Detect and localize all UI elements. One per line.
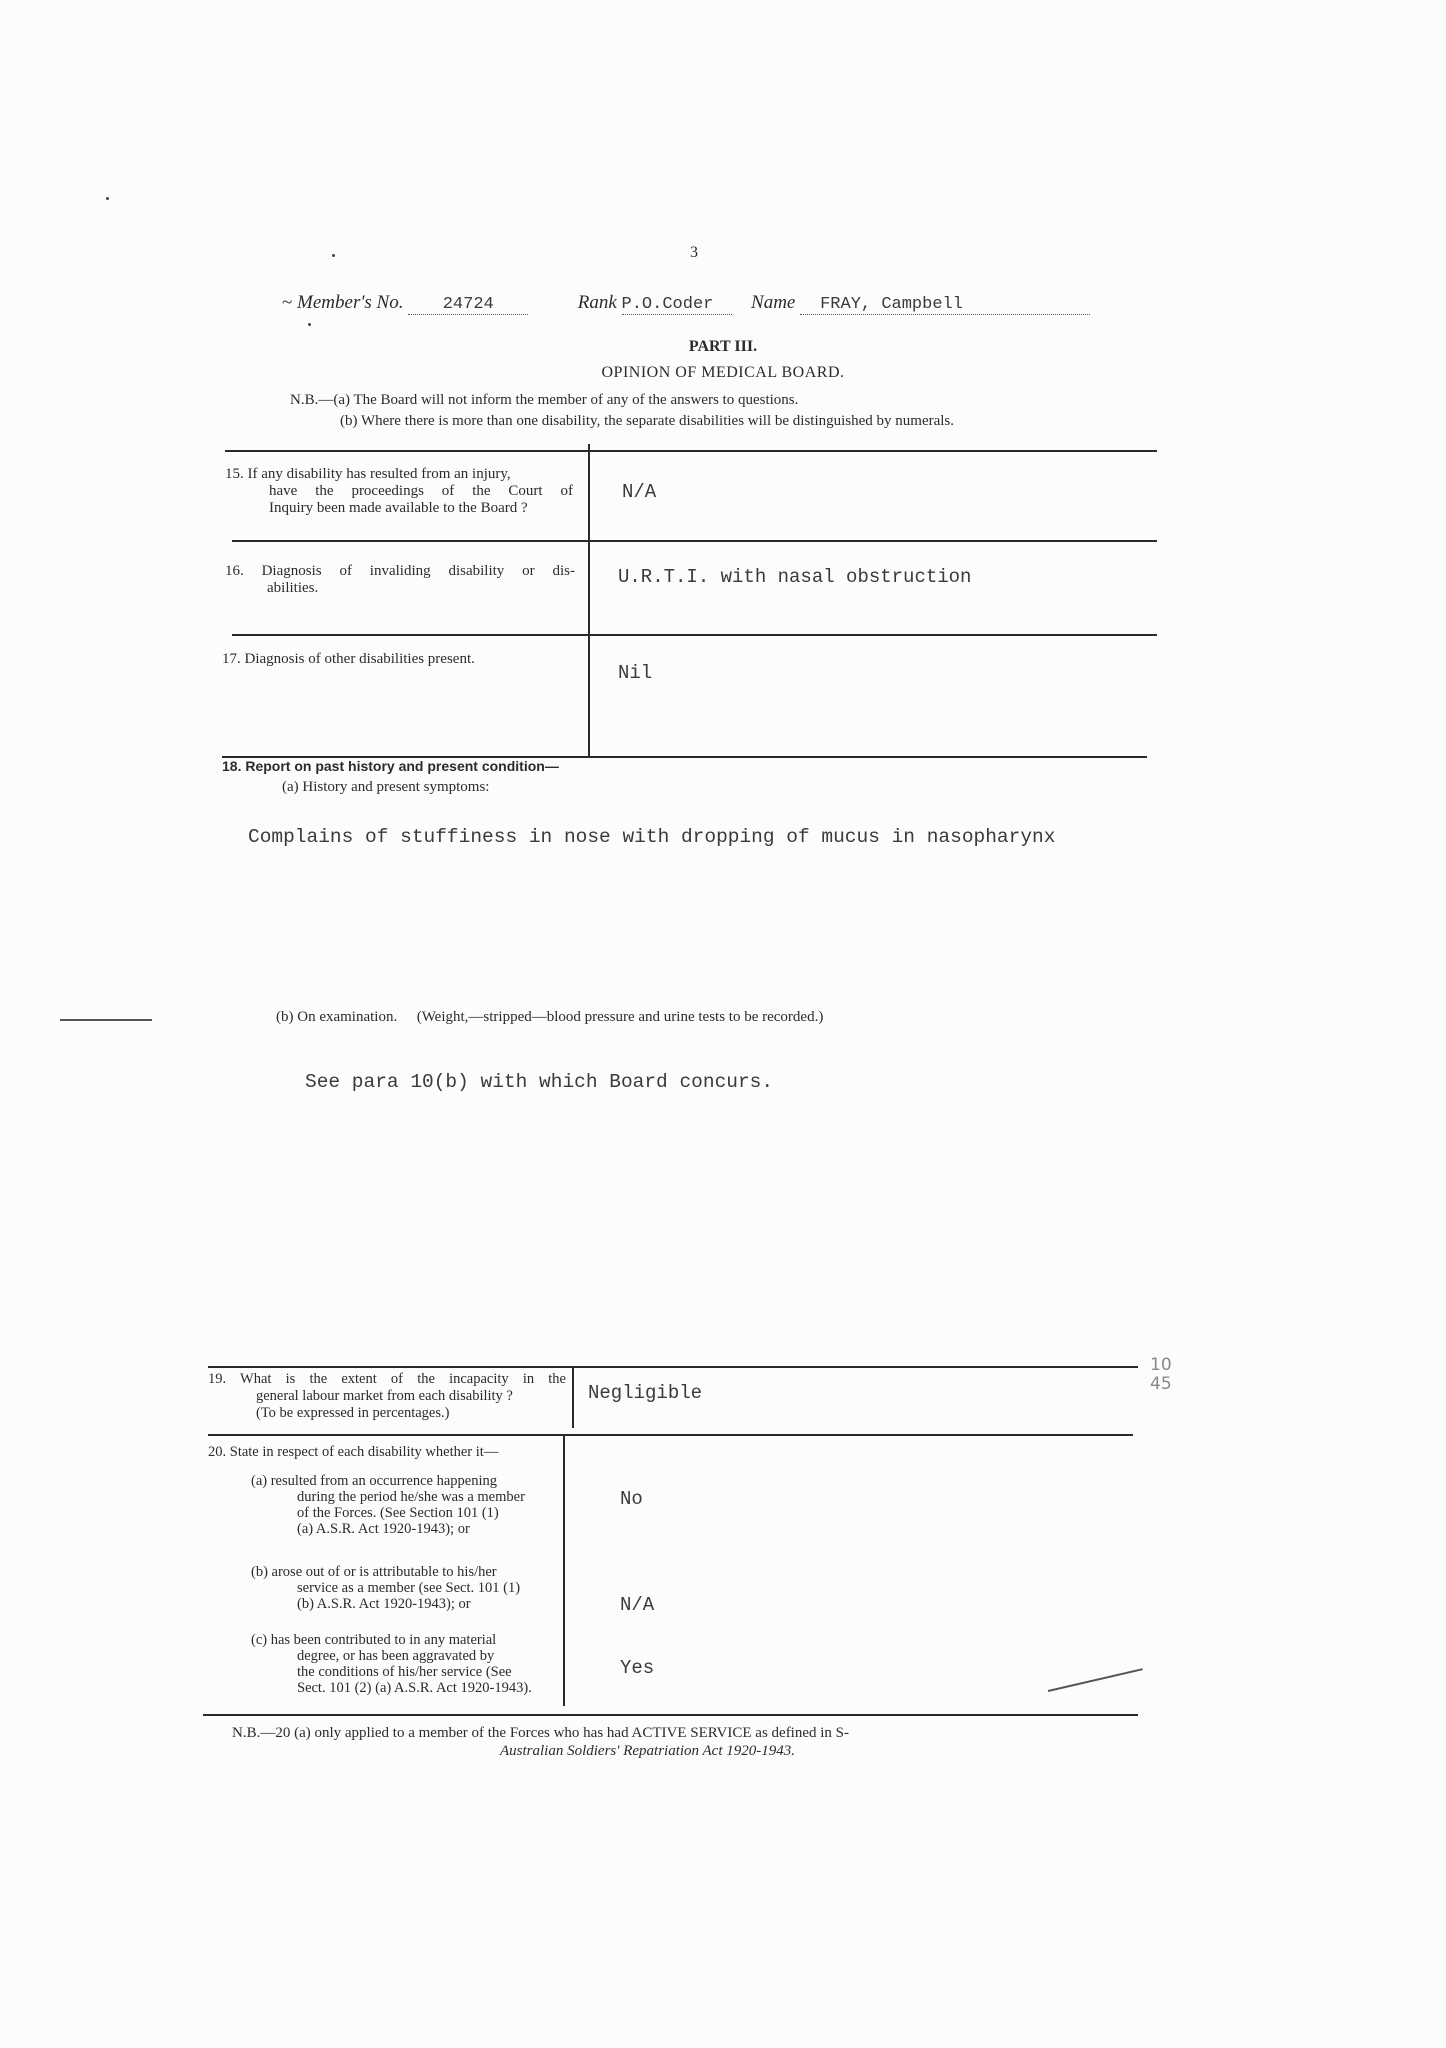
nb-note-b: (b) Where there is more than one disability, the separate disabilities will be distinguished by numerals.: [340, 413, 955, 429]
question-15-line2: have the proceedings of the Court of: [269, 483, 573, 499]
row-rule-19: [208, 1434, 1133, 1436]
answer-20c: Yes: [620, 1657, 655, 1679]
section-title: OPINION OF MEDICAL BOARD.: [601, 364, 845, 381]
margin-note-line2: 45: [1150, 1374, 1172, 1394]
rank-value: P.O.Coder: [622, 295, 732, 315]
question-19-line3: (To be expressed in percentages.): [256, 1405, 450, 1421]
nb-note-a: N.B.—(a) The Board will not inform the member of any of the answers to questions.: [290, 392, 799, 408]
question-15: [225, 466, 573, 517]
table2-divider-19: [572, 1368, 574, 1428]
question-20a: [251, 1473, 525, 1537]
answer-15: N/A: [622, 481, 657, 503]
scan-speck: [106, 197, 109, 200]
question-16-line1: 16. Diagnosis of invaliding disability or dis-: [225, 563, 575, 579]
question-20a-line1: (a) resulted from an occurrence happening: [251, 1473, 497, 1489]
question-20c-line3: the conditions of his/her service (See: [297, 1664, 512, 1680]
question-16-line2: abilities.: [267, 580, 319, 596]
table2-top-rule: [208, 1366, 1138, 1368]
rank-label: Rank: [577, 292, 617, 313]
question-18a-label: (a) History and present symptoms:: [282, 779, 490, 795]
name-value: FRAY, Campbell: [800, 295, 1090, 315]
question-20a-line2: during the period he/she was a member: [297, 1489, 525, 1505]
row-rule-16: [232, 634, 1157, 636]
question-16: [225, 563, 575, 597]
question-17: 17. Diagnosis of other disabilities present.: [222, 651, 475, 667]
question-20c: [251, 1632, 532, 1696]
question-20a-line3: of the Forces. (See Section 101 (1): [297, 1505, 499, 1521]
question-18b-label: (b) On examination.: [276, 1009, 398, 1025]
question-19: [208, 1371, 566, 1422]
question-20a-line4: (a) A.S.R. Act 1920-1943); or: [297, 1521, 470, 1537]
question-20c-line2: degree, or has been aggravated by: [297, 1648, 495, 1664]
answer-19: Negligible: [588, 1382, 703, 1404]
answer-16: U.R.T.I. with nasal obstruction: [618, 566, 972, 588]
question-20-title: 20. State in respect of each disability whether it—: [208, 1444, 499, 1460]
pen-stroke: [1048, 1668, 1143, 1691]
question-18b-note: (Weight,—stripped—blood pressure and urine tests to be recorded.): [416, 1009, 824, 1025]
member-no-label: Member's No.: [297, 292, 404, 313]
margin-mark: [60, 1019, 152, 1021]
member-details-line: ~ Member's No. 24724 Rank P.O.Coder Name FRAY, Campbell: [282, 292, 1090, 315]
page-number: 3: [690, 244, 698, 261]
footer-nb-line1: N.B.—20 (a) only applied to a member of the Forces who has had ACTIVE SERVICE as defined in S-: [232, 1725, 850, 1741]
part-title: PART III.: [688, 338, 758, 355]
answer-20b: N/A: [620, 1594, 655, 1616]
row-rule-15: [232, 540, 1157, 542]
question-20b-line2: service as a member (see Sect. 101 (1): [297, 1580, 521, 1596]
answer-20a: No: [620, 1488, 643, 1510]
question-20c-line1: (c) has been contributed to in any material: [251, 1632, 497, 1648]
question-20b-line3: (b) A.S.R. Act 1920-1943); or: [297, 1596, 471, 1612]
answer-18b: See para 10(b) with which Board concurs.: [305, 1071, 774, 1093]
table-top-rule: [225, 450, 1157, 452]
question-19-line2: general labour market from each disability ?: [256, 1388, 513, 1404]
question-19-line1: 19. What is the extent of the incapacity in the: [208, 1371, 566, 1387]
answer-17: Nil: [618, 662, 653, 684]
question-18b: [276, 1009, 823, 1026]
question-15-line1: 15. If any disability has resulted from an injury,: [225, 466, 511, 482]
question-18-title: 18. Report on past history and present condition—: [222, 758, 559, 774]
table-column-divider: [588, 444, 590, 756]
margin-note-line1: 10: [1150, 1355, 1172, 1375]
question-15-line3: Inquiry been made available to the Board ?: [269, 500, 528, 516]
margin-note: [1150, 1356, 1172, 1394]
table2-bottom-rule: [203, 1714, 1138, 1716]
name-label: Name: [751, 292, 796, 313]
question-20c-line4: Sect. 101 (2) (a) A.S.R. Act 1920-1943).: [297, 1680, 532, 1696]
scan-speck: [308, 323, 311, 326]
footer-nb-line2: Australian Soldiers' Repatriation Act 1920-1943.: [500, 1743, 796, 1759]
question-20b-line1: (b) arose out of or is attributable to his/her: [251, 1564, 497, 1580]
answer-18a: Complains of stuffiness in nose with dropping of mucus in nasopharynx: [248, 826, 1056, 848]
member-no-value: 24724: [408, 295, 528, 315]
table2-divider-20: [563, 1436, 565, 1706]
question-20b: [251, 1564, 520, 1612]
scan-speck: [332, 254, 335, 257]
